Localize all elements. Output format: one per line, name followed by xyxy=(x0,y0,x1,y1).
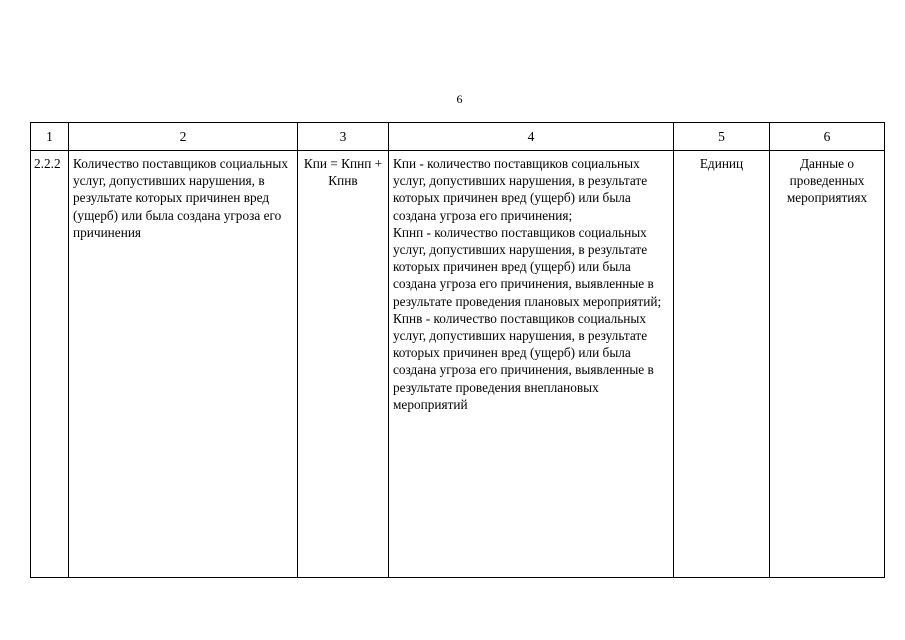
indicator-table xyxy=(30,122,885,578)
description-kpnv: Кпнв - количество поставщиков социальных услуг, допустивших нарушения, в результате которых причинен вред (ущерб) или была создана угроза его причинения, выявленные в результате проведения внеплановых мероприятий xyxy=(393,310,654,412)
column-header-1: 1 xyxy=(31,123,69,151)
data-source: Данные о проведенных мероприятиях xyxy=(770,151,885,578)
indicator-number: 2.2.2 xyxy=(31,151,69,578)
column-header-5: 5 xyxy=(674,123,770,151)
indicator-name: Количество поставщиков социальных услуг, допустивших нарушения, в результате которых причинен вред (ущерб) или была создана угроза его причинения xyxy=(69,151,298,578)
description-kpi: Кпи - количество поставщиков социальных услуг, допустивших нарушения, в результате которых причинен вред (ущерб) или была создана угроза его причинения; xyxy=(393,156,648,223)
page-number: 6 xyxy=(456,92,463,106)
indicator-formula: Кпи = Кпнп + Кпнв xyxy=(298,151,389,578)
column-header-3: 3 xyxy=(298,123,389,151)
column-header-2: 2 xyxy=(69,123,298,151)
table-row xyxy=(31,151,885,578)
header-row xyxy=(31,123,885,151)
unit-of-measure: Единиц xyxy=(674,151,770,578)
column-header-4: 4 xyxy=(389,123,674,151)
description-kpnp: Кпнп - количество поставщиков социальных услуг, допустивших нарушения, в результате которых причинен вред (ущерб) или была создана угроза его причинения, выявленные в результате проведения плановых мероприятий; xyxy=(393,224,662,309)
formula-description xyxy=(389,151,674,578)
column-header-6: 6 xyxy=(770,123,885,151)
